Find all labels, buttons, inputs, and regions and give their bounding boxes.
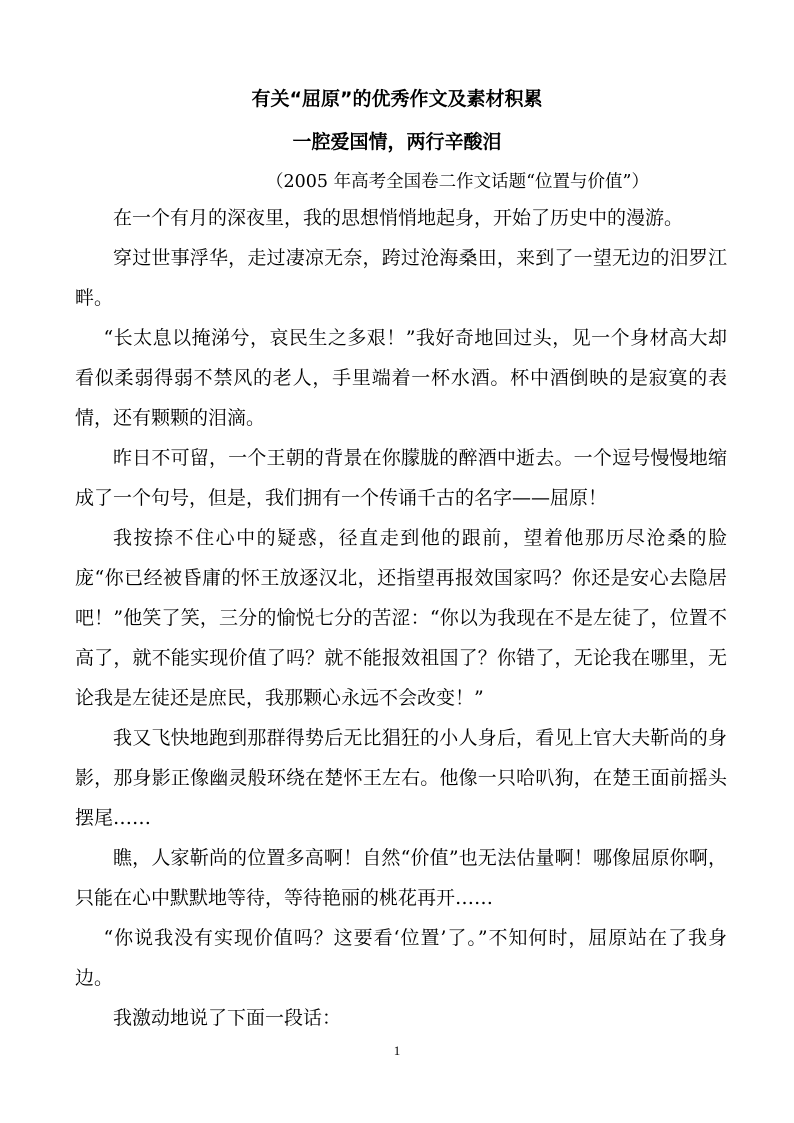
paragraph: 我激动地说了下面一段话： bbox=[113, 1007, 342, 1029]
document-source: （2005 年高考全国卷二作文话题“位置与价值”） bbox=[266, 172, 649, 192]
paragraph: 穿过世事浮华，走过凄凉无奈，跨过沧海桑田，来到了一望无边的汨罗江畔。 bbox=[75, 247, 727, 309]
paragraph: “你说我没有实现价值吗？这要看‘位置’了。”不知何时，屈原站在了我身边。 bbox=[75, 927, 727, 989]
paragraph: 我按捺不住心中的疑惑，径直走到他的跟前，望着他那历尽沧桑的脸庞“你已经被昏庸的怀王放逐汉北，还指望再报效国家吗？你还是安心去隐居吧！”他笑了笑，三分的愉悦七分的苦涩：“你以为我现在不是左徒了，位置不高了，就不能实现价值了吗？就不能报效祖国了？你错了，无论我在哪里，无论我是左徒还是庶民，我那颗心永远不会改变！” bbox=[75, 527, 727, 709]
page-number: 1 bbox=[393, 1043, 401, 1058]
document-body bbox=[75, 198, 727, 1038]
paragraph: 瞧，人家靳尚的位置多高啊！自然“价值”也无法估量啊！哪像屈原你啊，只能在心中默默地等待，等待艳丽的桃花再开…… bbox=[75, 847, 727, 909]
paragraph: “长太息以掩涕兮，哀民生之多艰！”我好奇地回过头，见一个身材高大却看似柔弱得弱不禁风的老人，手里端着一杯水酒。杯中酒倒映的是寂寞的表情，还有颗颗的泪滴。 bbox=[75, 327, 727, 429]
document-title: 有关“屈原”的优秀作文及素材积累 bbox=[251, 88, 543, 110]
paragraph: 昨日不可留，一个王朝的背景在你朦胧的醉酒中逝去。一个逗号慢慢地缩成了一个句号，但是，我们拥有一个传诵千古的名字——屈原！ bbox=[75, 447, 727, 509]
document-subtitle: 一腔爱国情，两行辛酸泪 bbox=[292, 131, 502, 153]
paragraph: 我又飞快地跑到那群得势后无比猖狂的小人身后，看见上官大夫靳尚的身影，那身影正像幽灵般环绕在楚怀王左右。他像一只哈叭狗，在楚王面前摇头摆尾…… bbox=[75, 727, 727, 829]
paragraph: 在一个有月的深夜里，我的思想悄悄地起身，开始了历史中的漫游。 bbox=[113, 207, 684, 229]
